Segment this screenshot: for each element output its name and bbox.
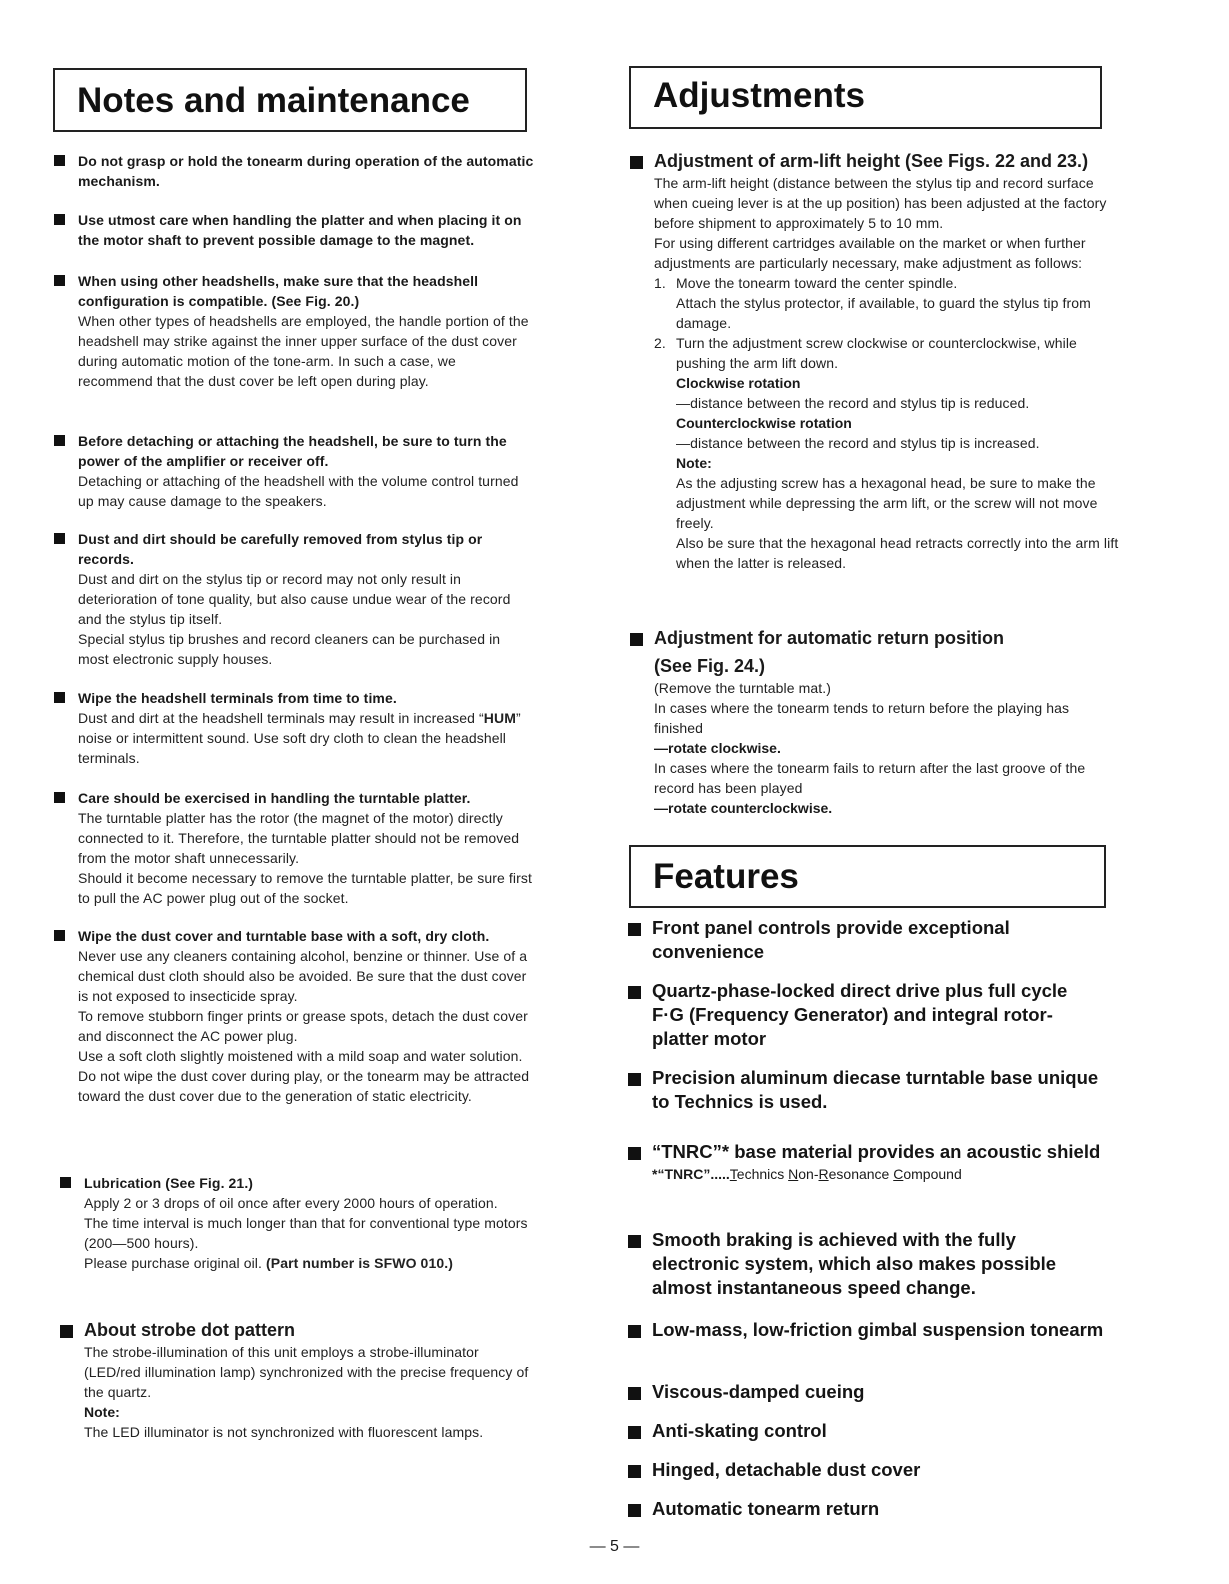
note-text: When other types of headshells are employed, the handle portion of the headshell may strike against the inner upper surface of the dust cover during automatic motion of the tone-arm. In such a case, we recommend that the dust cover be left open during play. (78, 313, 529, 389)
tnrc-footnote: *“TNRC”.....Technics Non-Resonance Compound (652, 1166, 962, 1182)
bullet-icon (630, 633, 643, 646)
clockwise-text: —distance between the record and stylus tip is reduced. (676, 395, 1030, 411)
bullet-icon (628, 1426, 641, 1439)
notes-title-box (53, 68, 527, 132)
note-text: Also be sure that the hexagonal head retracts correctly into the arm lift when the latter is released. (676, 535, 1119, 571)
feature-text: “TNRC”* base material provides an acoustic shield (652, 1141, 1101, 1162)
note-item-6 (54, 688, 534, 768)
note-heading: Wipe the headshell terminals from time to time. (78, 690, 397, 706)
feature-item-10 (628, 1497, 1104, 1521)
bullet-icon (54, 435, 65, 446)
counterclockwise-text: —distance between the record and stylus tip is increased. (676, 435, 1040, 451)
note-item-8 (54, 926, 534, 1106)
notes-title: Notes and maintenance (77, 81, 470, 120)
note-text: Apply 2 or 3 drops of oil once after every 2000 hours of operation. (84, 1195, 498, 1211)
feature-text: Low-mass, low-friction gimbal suspension tonearm (652, 1319, 1104, 1340)
feature-item-5 (628, 1228, 1104, 1300)
note-text: Detaching or attaching of the headshell with the volume control turned up may cause damage to the speakers. (78, 473, 519, 509)
rotate-clockwise: —rotate clockwise. (654, 740, 781, 756)
step-1: 1. Move the tonearm toward the center spindle. (654, 275, 958, 291)
feature-text: Smooth braking is achieved with the fully electronic system, which also makes possible almost instantaneous speed change. (652, 1229, 1057, 1298)
note-item-1 (54, 151, 534, 191)
bullet-icon (628, 1073, 641, 1086)
feature-item-7 (628, 1380, 1104, 1404)
note-heading: Lubrication (See Fig. 21.) (84, 1175, 254, 1191)
feature-item-6 (628, 1318, 1104, 1342)
feature-item-3 (628, 1066, 1104, 1114)
bullet-icon (54, 692, 65, 703)
note-text: Should it become necessary to remove the turntable platter, be sure first to pull the AC power plug out of the socket. (78, 870, 532, 906)
note-text: As the adjusting screw has a hexagonal head, be sure to make the adjustment while depressing the arm lift, or the screw will not move freely. (676, 475, 1098, 531)
note-item-3 (54, 271, 534, 391)
bullet-icon (628, 1504, 641, 1517)
bullet-icon (628, 986, 641, 999)
note-heading: When using other headshells, make sure that the headshell configuration is compatible. (See Fig. 20.) (78, 273, 479, 309)
clockwise-label: Clockwise rotation (676, 375, 801, 391)
note-label: Note: (84, 1404, 120, 1420)
step-1-detail: Attach the stylus protector, if available, to guard the stylus tip from damage. (676, 295, 1091, 331)
note-heading: Use utmost care when handling the platter and when placing it on the motor shaft to prevent possible damage to the magnet. (78, 212, 522, 248)
note-label: Note: (676, 455, 712, 471)
auto-return-text: (Remove the turntable mat.) (654, 680, 831, 696)
page-number: — 5 — (589, 1538, 640, 1555)
note-item-4 (54, 431, 534, 511)
note-item-5 (54, 529, 534, 669)
note-heading: Do not grasp or hold the tonearm during operation of the automatic mechanism. (78, 153, 534, 189)
note-item-2 (54, 210, 534, 250)
auto-return-section (630, 626, 1104, 818)
bullet-icon (628, 1147, 641, 1160)
feature-text: Front panel controls provide exceptional convenience (652, 917, 1010, 962)
bullet-icon (54, 792, 65, 803)
feature-item-1 (628, 916, 1104, 964)
note-item-9 (60, 1173, 534, 1273)
counterclockwise-label: Counterclockwise rotation (676, 415, 852, 431)
features-title-box (629, 845, 1106, 908)
arm-lift-section (630, 149, 1124, 573)
feature-item-4 (628, 1140, 1104, 1184)
note-heading: Wipe the dust cover and turntable base with a soft, dry cloth. (78, 928, 490, 944)
note-heading: Dust and dirt should be carefully removed from stylus tip or records. (78, 531, 483, 567)
step-2: 2. Turn the adjustment screw clockwise or counterclockwise, while pushing the arm lift down. (654, 335, 1077, 371)
auto-return-text: In cases where the tonearm tends to return before the playing has finished (654, 700, 1070, 736)
bullet-icon (54, 275, 65, 286)
auto-return-heading: Adjustment for automatic return position (654, 628, 1005, 648)
features-title: Features (653, 857, 799, 896)
note-text: The turntable platter has the rotor (the magnet of the motor) directly connected to it. Therefore, the turntable platter should not be removed from the motor shaft unnecessarily. (78, 810, 520, 866)
bullet-icon (628, 923, 641, 936)
feature-text: Quartz-phase-locked direct drive plus full cycle F·G (Frequency Generator) and integral rotor-platter motor (652, 980, 1068, 1049)
bullet-icon (54, 533, 65, 544)
bullet-icon (628, 1235, 641, 1248)
bullet-icon (628, 1465, 641, 1478)
note-item-7 (54, 788, 534, 908)
feature-item-2 (628, 979, 1104, 1051)
note-text: Dust and dirt at the headshell terminals may result in increased “HUM” noise or intermittent sound. Use soft dry cloth to clean the headshell terminals. (78, 710, 521, 766)
auto-return-text: In cases where the tonearm fails to return after the last groove of the record has been played (654, 760, 1086, 796)
bullet-icon (60, 1325, 73, 1338)
bullet-icon (54, 930, 65, 941)
feature-item-9 (628, 1458, 1104, 1482)
note-heading: Before detaching or attaching the headshell, be sure to turn the power of the amplifier or receiver off. (78, 433, 507, 469)
feature-text: Precision aluminum diecase turntable base unique to Technics is used. (652, 1067, 1099, 1112)
feature-text: Anti-skating control (652, 1420, 827, 1441)
arm-lift-text: The arm-lift height (distance between the stylus tip and record surface when cueing lever is at the up position) has been adjusted at the factory before shipment to approximately 5 to 10 mm. (654, 175, 1107, 231)
note-text: The strobe-illumination of this unit employs a strobe-illuminator (LED/red illumination lamp) synchronized with the precise frequency of the quartz. (84, 1344, 529, 1400)
adjustments-title-box (629, 66, 1102, 129)
adjustments-title: Adjustments (653, 76, 865, 115)
auto-return-heading-fig: (See Fig. 24.) (654, 656, 766, 676)
note-text: Do not wipe the dust cover during play, or the tonearm may be attracted toward the dust cover due to the generation of static electricity. (78, 1068, 530, 1104)
arm-lift-text: For using different cartridges available on the market or when further adjustments are particularly necessary, make adjustment as follows: (654, 235, 1086, 271)
bullet-icon (54, 214, 65, 225)
note-text: To remove stubborn finger prints or grease spots, detach the dust cover and disconnect the AC power plug. (78, 1008, 528, 1044)
bullet-icon (630, 156, 643, 169)
bullet-icon (54, 155, 65, 166)
note-item-10 (60, 1318, 536, 1442)
note-text: Please purchase original oil. (Part number is SFWO 010.) (84, 1255, 453, 1271)
feature-text: Hinged, detachable dust cover (652, 1459, 921, 1480)
note-text: Never use any cleaners containing alcohol, benzine or thinner. Use of a chemical dust cloth should also be avoided. Be sure that the dust cover is not exposed to insecticide spray. (78, 948, 528, 1004)
note-text: Use a soft cloth slightly moistened with a mild soap and water solution. (78, 1048, 523, 1064)
note-text: The time interval is much longer than that for conventional type motors (200—500 hours). (84, 1215, 528, 1251)
feature-text: Automatic tonearm return (652, 1498, 880, 1519)
hum-emphasis: HUM (483, 710, 516, 726)
bullet-icon (60, 1177, 71, 1188)
bullet-icon (628, 1387, 641, 1400)
note-heading: About strobe dot pattern (84, 1320, 295, 1340)
note-text: Special stylus tip brushes and record cleaners can be purchased in most electronic supply houses. (78, 631, 501, 667)
arm-lift-heading: Adjustment of arm-lift height (See Figs. 22 and 23.) (654, 151, 1089, 171)
rotate-counterclockwise: —rotate counterclockwise. (654, 800, 833, 816)
note-text: The LED illuminator is not synchronized with fluorescent lamps. (84, 1424, 484, 1440)
bullet-icon (628, 1325, 641, 1338)
note-heading: Care should be exercised in handling the turntable platter. (78, 790, 471, 806)
note-text: Dust and dirt on the stylus tip or record may not only result in deterioration of tone quality, but also cause undue wear of the record and the stylus tip itself. (78, 571, 511, 627)
feature-text: Viscous-damped cueing (652, 1381, 865, 1402)
feature-item-8 (628, 1419, 1104, 1443)
